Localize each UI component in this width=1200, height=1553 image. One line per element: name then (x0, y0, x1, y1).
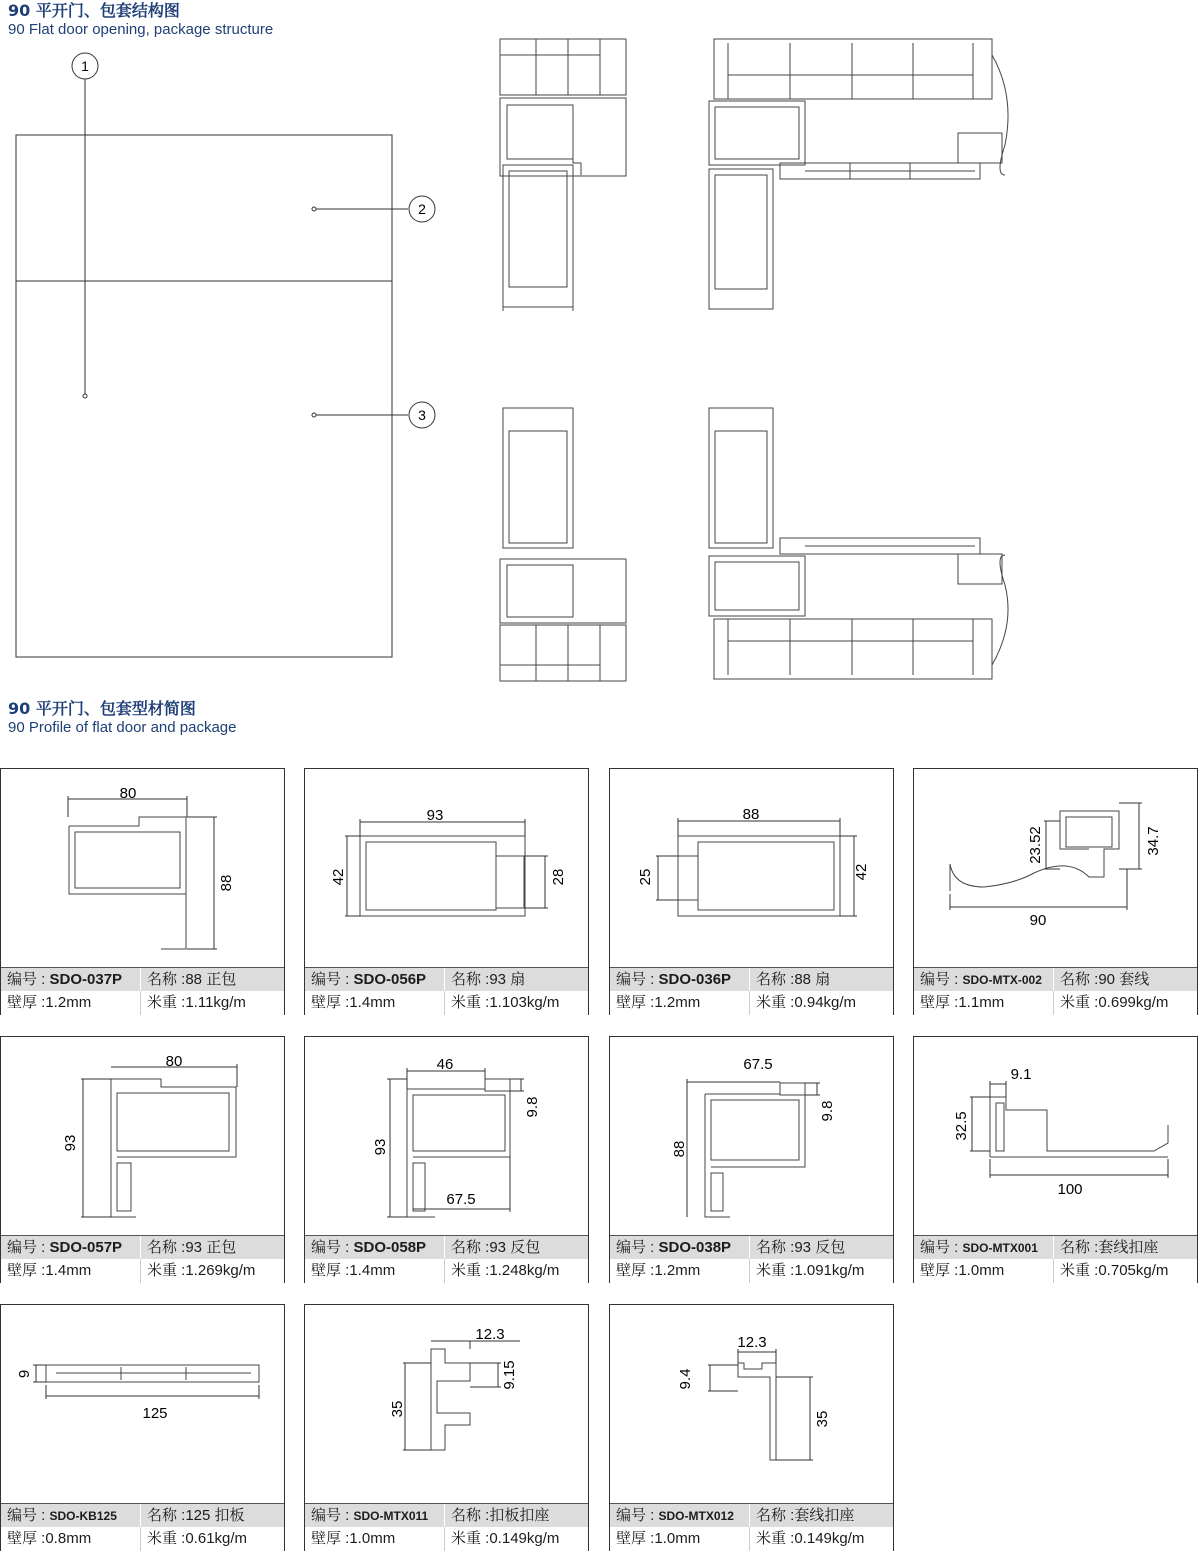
dim-label: 28 (550, 868, 567, 886)
dim-label: 88 (742, 806, 760, 823)
dim-label: 80 (165, 1053, 183, 1070)
profile-card: 90 23.52 34.7 编号 : SDO-MTX-002 名称 :90 套线 壁厚 :1.1mm 米重 :0.699kg/m (913, 768, 1198, 1015)
profile-drawing (1, 1037, 284, 1235)
profile-name: 88 扇 (794, 971, 831, 988)
dim-label: 42 (330, 868, 347, 886)
wall-thickness: 1.4mm (45, 1262, 92, 1279)
dim-label: 125 (142, 1405, 168, 1422)
profile-card: 67.5 9.8 88 编号 : SDO-038P 名称 :93 反包 壁厚 :1.2mm 米重 :1.091kg/m (609, 1036, 894, 1283)
profile-code: SDO-037P (49, 971, 123, 988)
profile-name: 93 反包 (489, 1239, 541, 1256)
profile-name: 扣板扣座 (489, 1507, 550, 1524)
dim-label: 93 (372, 1138, 389, 1156)
dim-label: 88 (671, 1140, 688, 1158)
dim-label: 46 (436, 1056, 454, 1073)
profile-name: 90 套线 (1098, 971, 1150, 988)
dim-label: 67.5 (743, 1056, 773, 1073)
profile-name: 93 反包 (794, 1239, 846, 1256)
profile-code: SDO-057P (49, 1239, 123, 1256)
meter-weight: 1.103kg/m (489, 994, 560, 1011)
door-elevation-drawing (0, 45, 460, 670)
profile-name: 125 扣板 (185, 1507, 245, 1524)
wall-thickness: 1.2mm (45, 994, 92, 1011)
profile-card: 80 93 编号 : SDO-057P 名称 :93 正包 壁厚 :1.4mm 米重 :1.269kg/m (0, 1036, 285, 1283)
dim-label: 23.52 (1027, 826, 1044, 864)
wall-thickness: 1.2mm (654, 1262, 701, 1279)
wall-thickness: 0.8mm (45, 1530, 92, 1547)
profile-code: SDO-MTX011 (353, 1509, 429, 1523)
dim-label: 42 (853, 863, 870, 881)
wall-thickness: 1.0mm (349, 1530, 396, 1547)
profile-card: 12.3 9.4 35 编号 : SDO-MTX012 名称 :套线扣座 壁厚 :1.0mm 米重 :0.149kg/m (609, 1304, 894, 1551)
dim-label: 93 (426, 807, 444, 824)
profile-drawing (305, 1305, 588, 1503)
profile-code: SDO-MTX001 (962, 1241, 1038, 1255)
meter-weight: 1.248kg/m (489, 1262, 560, 1279)
wall-thickness: 1.4mm (349, 1262, 396, 1279)
profile-card: 93 42 28 编号 : SDO-056P 名称 :93 扇 壁厚 :1.4mm 米重 :1.103kg/m (304, 768, 589, 1015)
profile-card: 12.3 9.15 35 编号 : SDO-MTX011 名称 :扣板扣座 壁厚 :1.0mm 米重 :0.149kg/m (304, 1304, 589, 1551)
profile-name: 套线扣座 (794, 1507, 855, 1524)
wall-thickness: 1.0mm (654, 1530, 701, 1547)
dim-label: 12.3 (737, 1334, 767, 1351)
dim-label: 35 (814, 1410, 831, 1428)
meter-weight: 0.149kg/m (794, 1530, 865, 1547)
profile-drawing (1, 769, 284, 967)
profile-name: 93 正包 (185, 1239, 237, 1256)
meter-weight: 1.11kg/m (185, 994, 246, 1011)
callout-2-label: 2 (418, 201, 426, 217)
profile-drawing (1, 1305, 284, 1503)
dim-label: 100 (1057, 1181, 1083, 1198)
wall-thickness: 1.4mm (349, 994, 396, 1011)
dim-label: 32.5 (953, 1111, 970, 1141)
profile-name: 88 正包 (185, 971, 237, 988)
meter-weight: 0.61kg/m (185, 1530, 248, 1547)
profile-card: 80 88 编号 : SDO-037P 名称 :88 正包 壁厚 :1.2mm 米重 :1.11kg/m (0, 768, 285, 1015)
meter-weight: 0.94kg/m (794, 994, 857, 1011)
section1-title: 90 平开门、包套结构图 (8, 1, 180, 20)
profile-code: SDO-MTX012 (658, 1509, 734, 1523)
profile-code: SDO-036P (658, 971, 732, 988)
meter-weight: 0.699kg/m (1098, 994, 1169, 1011)
profile-drawing (914, 769, 1197, 967)
dim-label: 67.5 (446, 1191, 476, 1208)
profile-drawing (610, 769, 893, 967)
profile-card: 9 125 编号 : SDO-KB125 名称 :125 扣板 壁厚 :0.8mm 米重 :0.61kg/m (0, 1304, 285, 1551)
dim-label: 34.7 (1145, 826, 1162, 856)
wall-thickness: 1.0mm (958, 1262, 1005, 1279)
meter-weight: 0.705kg/m (1098, 1262, 1169, 1279)
meter-weight: 0.149kg/m (489, 1530, 560, 1547)
dim-label: 9 (16, 1369, 33, 1379)
dim-label: 12.3 (475, 1326, 505, 1343)
profile-name: 套线扣座 (1098, 1239, 1159, 1256)
meter-weight: 1.269kg/m (185, 1262, 256, 1279)
dim-label: 35 (389, 1400, 406, 1418)
section-details-drawing (495, 35, 1040, 685)
profile-code: SDO-038P (658, 1239, 732, 1256)
section2-title: 90 平开门、包套型材简图 (8, 699, 196, 718)
profile-code: SDO-056P (353, 971, 427, 988)
profile-code: SDO-KB125 (49, 1509, 117, 1523)
dim-label: 93 (62, 1134, 79, 1152)
wall-thickness: 1.2mm (654, 994, 701, 1011)
profile-code: SDO-058P (353, 1239, 427, 1256)
callout-1-label: 1 (81, 58, 89, 74)
wall-thickness: 1.1mm (958, 994, 1005, 1011)
profile-code: SDO-MTX-002 (962, 973, 1042, 987)
dim-label: 90 (1029, 912, 1047, 929)
meter-weight: 1.091kg/m (794, 1262, 865, 1279)
section1-subtitle: 90 Flat door opening, package structure (8, 21, 274, 38)
profile-card: 88 25 42 编号 : SDO-036P 名称 :88 扇 壁厚 :1.2mm 米重 :0.94kg/m (609, 768, 894, 1015)
dim-label: 25 (637, 868, 654, 886)
dim-label: 9.4 (677, 1368, 694, 1390)
dim-label: 9.8 (819, 1100, 836, 1122)
profile-drawing (914, 1037, 1197, 1235)
profile-drawing (305, 769, 588, 967)
dim-label: 9.15 (501, 1360, 518, 1390)
callout-3-label: 3 (418, 407, 426, 423)
profile-drawing (610, 1037, 893, 1235)
section2-subtitle: 90 Profile of flat door and package (8, 719, 237, 736)
dim-label: 88 (218, 874, 235, 892)
dim-label: 80 (119, 785, 137, 802)
profile-card: 46 9.8 93 67.5 编号 : SDO-058P 名称 :93 反包 壁厚 :1.4mm 米重 :1.248kg/m (304, 1036, 589, 1283)
dim-label: 9.8 (524, 1096, 541, 1118)
profile-drawing (610, 1305, 893, 1503)
dim-label: 9.1 (1010, 1066, 1032, 1083)
profile-drawing (305, 1037, 588, 1235)
profile-card: 9.1 32.5 100 编号 : SDO-MTX001 名称 :套线扣座 壁厚 :1.0mm 米重 :0.705kg/m (913, 1036, 1198, 1283)
profile-name: 93 扇 (489, 971, 526, 988)
